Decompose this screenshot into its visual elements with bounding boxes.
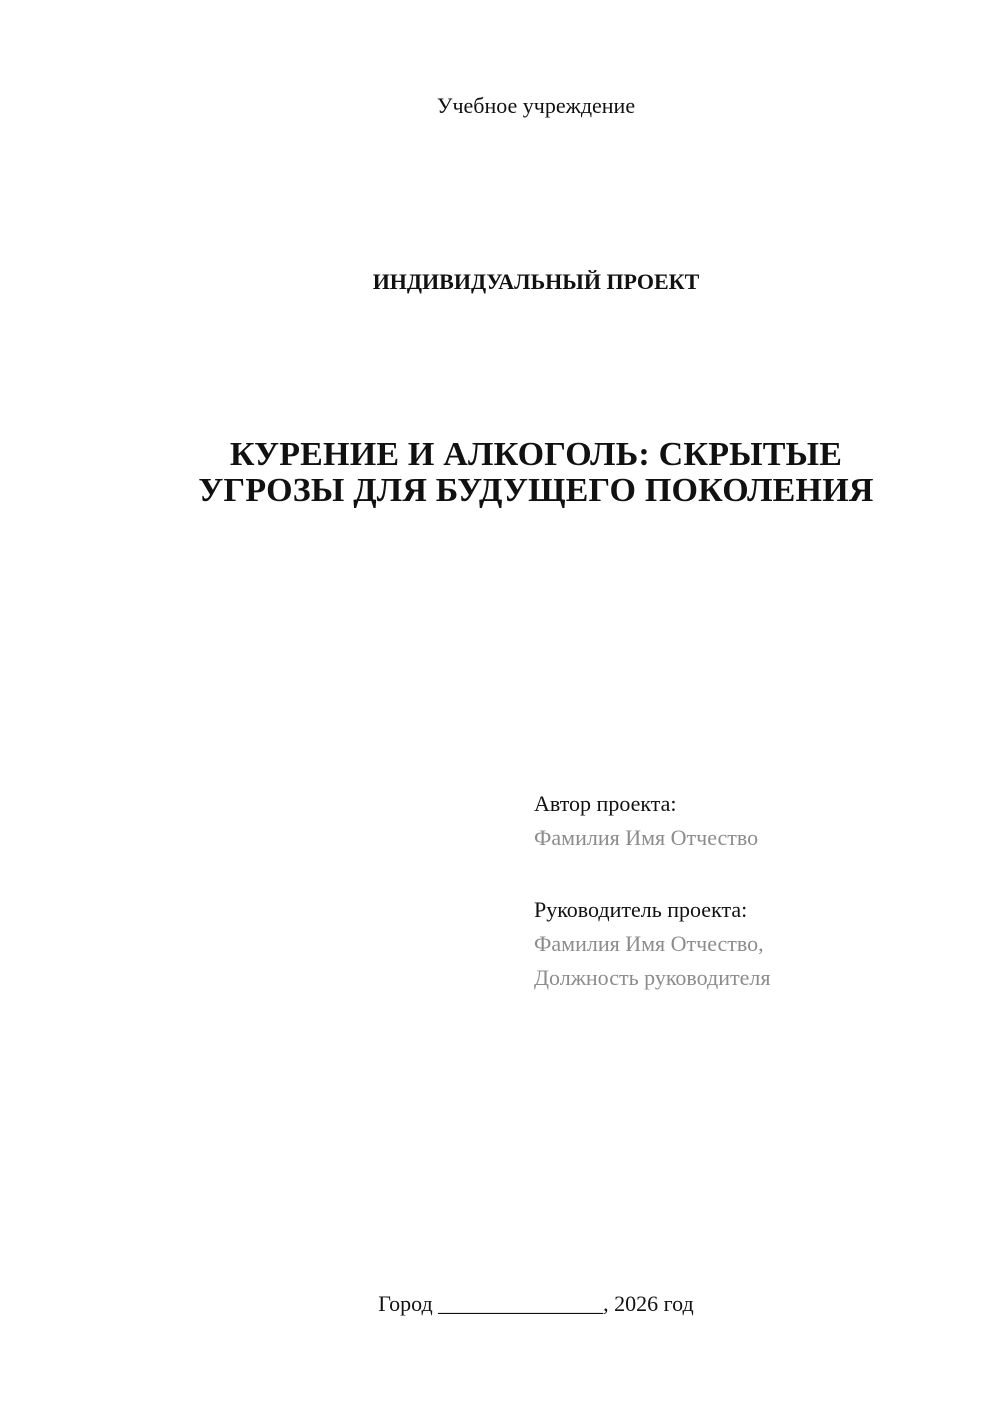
institution-name: Учебное учреждение [436, 93, 636, 118]
project-title-line-2: УГРОЗЫ ДЛЯ БУДУЩЕГО ПОКОЛЕНИЯ [198, 472, 874, 509]
author-name: Фамилия Имя Отчество [534, 825, 759, 850]
document-type: ИНДИВИДУАЛЬНЫЙ ПРОЕКТ [372, 269, 700, 294]
project-title [0, 437, 1000, 509]
project-title-line-1: КУРЕНИЕ И АЛКОГОЛЬ: СКРЫТЫЕ [229, 436, 843, 473]
supervisor-block [534, 893, 974, 995]
author-block [534, 787, 974, 855]
author-label: Автор проекта: [534, 791, 677, 816]
city-year-line: Город _______________, 2026 год [378, 1291, 694, 1316]
supervisor-name: Фамилия Имя Отчество, [534, 931, 764, 956]
supervisor-position: Должность руководителя [534, 965, 771, 990]
supervisor-label: Руководитель проекта: [534, 897, 748, 922]
